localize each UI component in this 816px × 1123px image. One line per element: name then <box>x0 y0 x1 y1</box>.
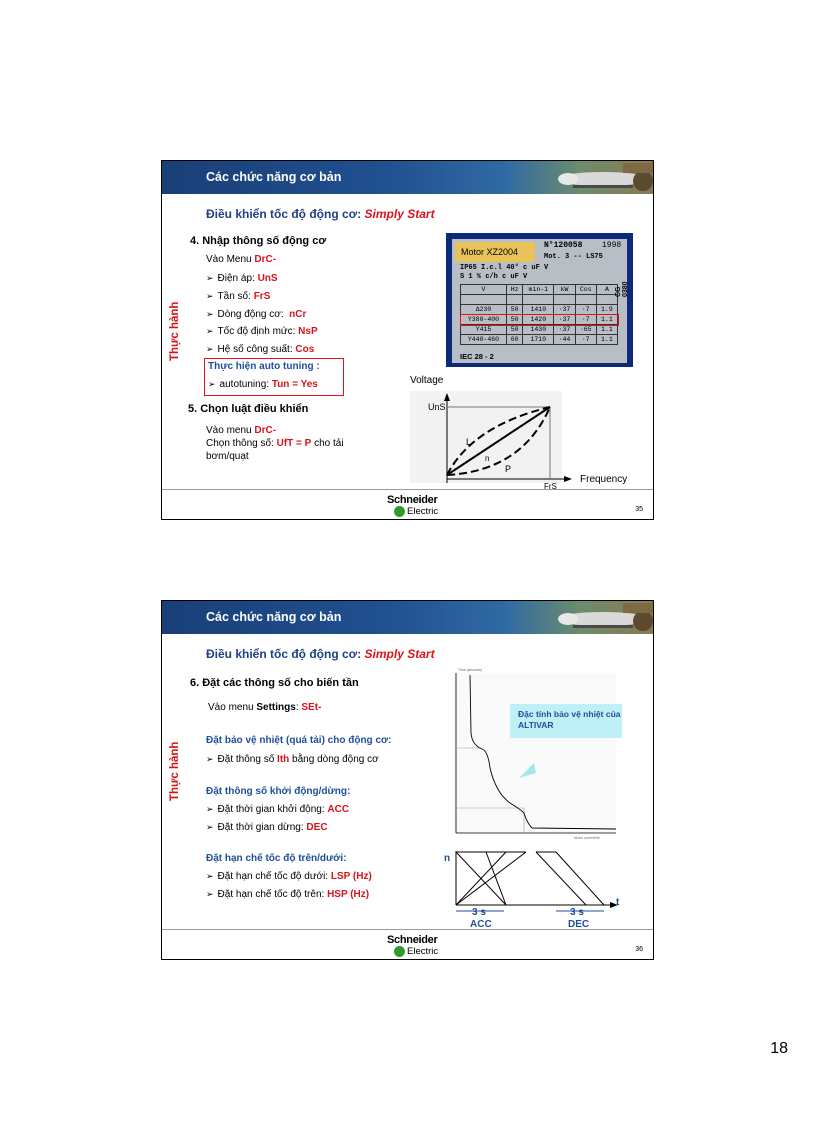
footer-divider <box>162 929 653 930</box>
airplane-banner-image <box>483 601 653 634</box>
choose-line-2: bơm/quạt <box>206 451 249 462</box>
schneider-leaf-icon <box>394 506 405 517</box>
slide-page-number: 36 <box>635 946 643 953</box>
limit-title: Đặt hạn chế tốc độ trên/dưới: <box>206 853 347 864</box>
param-voltage: ➢ Điện áp: UnS <box>206 273 278 284</box>
chart-frequency-label: Frequency <box>580 474 628 485</box>
curve-P-label: P <box>505 464 512 474</box>
chart-uns-label: UnS <box>428 402 446 412</box>
slide-title: Các chức năng cơ bản <box>206 610 342 624</box>
thermal-protection-curve <box>424 663 624 843</box>
document-page-number: 18 <box>770 1040 788 1057</box>
tuning-title: Thực hiện auto tuning : <box>208 361 320 372</box>
v-f-law-chart <box>402 371 642 491</box>
slide-36 <box>161 600 654 960</box>
footer-divider <box>162 489 653 490</box>
section-4-heading: 4. Nhập thông số động cơ <box>190 235 327 247</box>
curve-n-label: n <box>485 454 490 463</box>
callout-text: Đặc tính bảo vệ nhiệt của ALTIVAR <box>518 709 621 730</box>
plate-table: V Hz min-1 kW Cos A Δ230 50 1410 ·37 ·7 1.9 Y380-400 50 1420 ·37 ·7 1.1 Y415 50 1430 ·37 ·65 1.1 Y440-460 60 1710 ·44 ·7 1.1 <box>460 284 618 345</box>
schneider-logo: Schneider Electric <box>387 494 439 517</box>
side-label: Thực hành <box>169 301 181 361</box>
startstop-title: Đặt thông số khởi động/dừng: <box>206 786 351 797</box>
menu-line: Vào Menu DrC- <box>206 254 277 265</box>
section-5-heading: 5. Chọn luật điều khiển <box>188 403 309 415</box>
dec-label: DEC <box>568 919 590 929</box>
hsp-item: ➢ Đặt hạn chế tốc độ trên: HSP (Hz) <box>206 889 369 900</box>
ramp-t-label: t <box>616 897 620 908</box>
param-current: ➢ Dòng động cơ: nCr <box>206 309 306 320</box>
param-frequency: ➢ Tần số: FrS <box>206 291 270 302</box>
plate-mot: Mot. 3 -- LS75 <box>544 253 603 261</box>
plate-year: 1998 <box>602 241 622 250</box>
svg-text:Time (seconds): Time (seconds) <box>458 668 482 672</box>
plate-row2: S 1 % c/h c uF V <box>460 273 528 281</box>
plate-number: N°120058 <box>544 241 583 250</box>
plate-iec: IEC 28 - 2 <box>460 352 494 361</box>
schneider-leaf-icon <box>394 946 405 957</box>
acc-item: ➢ Đặt thời gian khởi động: ACC <box>206 804 349 815</box>
dec-item: ➢ Đặt thời gian dừng: DEC <box>206 822 328 833</box>
lsp-item: ➢ Đặt hạn chế tốc độ dưới: LSP (Hz) <box>206 871 372 882</box>
slide-header <box>162 161 653 194</box>
chart-frs-label: FrS <box>544 482 557 491</box>
choose-line: Chọn thông số: UfT = P cho tải <box>206 438 344 449</box>
chart-voltage-label: Voltage <box>410 375 444 386</box>
slide-title: Các chức năng cơ bản <box>206 170 342 184</box>
param-speed: ➢ Tốc độ định mức: NsP <box>206 326 318 337</box>
plate-side: CG 0380 <box>615 281 629 297</box>
acc-label: ACC <box>470 919 492 929</box>
curve-L-label: L <box>466 437 472 447</box>
thermal-title: Đặt bảo vệ nhiệt (quá tải) cho động cơ: <box>206 735 392 746</box>
ramp-n-label: n <box>444 853 451 864</box>
airplane-banner-image <box>483 161 653 194</box>
thermal-item: ➢ Đặt thông số Ith bằng dòng động cơ <box>206 754 379 765</box>
motor-nameplate-photo <box>446 233 633 367</box>
slide-page-number: 35 <box>635 506 643 513</box>
menu-line: Vào menu Settings: SEt- <box>208 702 322 713</box>
acc-dec-ramp-diagram <box>444 847 634 929</box>
slide-35 <box>161 160 654 520</box>
slide-subtitle: Điều khiển tốc độ động cơ: Simply Start <box>206 647 435 661</box>
acc-3s-label: 3 s <box>472 907 486 918</box>
param-cos: ➢ Hệ số công suất: Cos <box>206 344 314 355</box>
plate-row1: IP65 I.c.l 40° c uF V <box>460 264 549 272</box>
schneider-logo: Schneider Electric <box>387 934 439 957</box>
dec-3s-label: 3 s <box>570 907 584 918</box>
motor-label: Motor XZ2004 <box>455 242 535 262</box>
slide-header <box>162 601 653 634</box>
svg-text:Motor current/Ith: Motor current/Ith <box>574 836 600 840</box>
slide-subtitle: Điều khiển tốc độ động cơ: Simply Start <box>206 207 435 221</box>
section-6-heading: 6. Đặt các thông số cho biến tần <box>190 677 359 689</box>
side-label: Thực hành <box>169 741 181 801</box>
tuning-item: ➢ autotuning: Tun = Yes <box>208 379 318 390</box>
menu2-line: Vào menu DrC- <box>206 425 277 436</box>
